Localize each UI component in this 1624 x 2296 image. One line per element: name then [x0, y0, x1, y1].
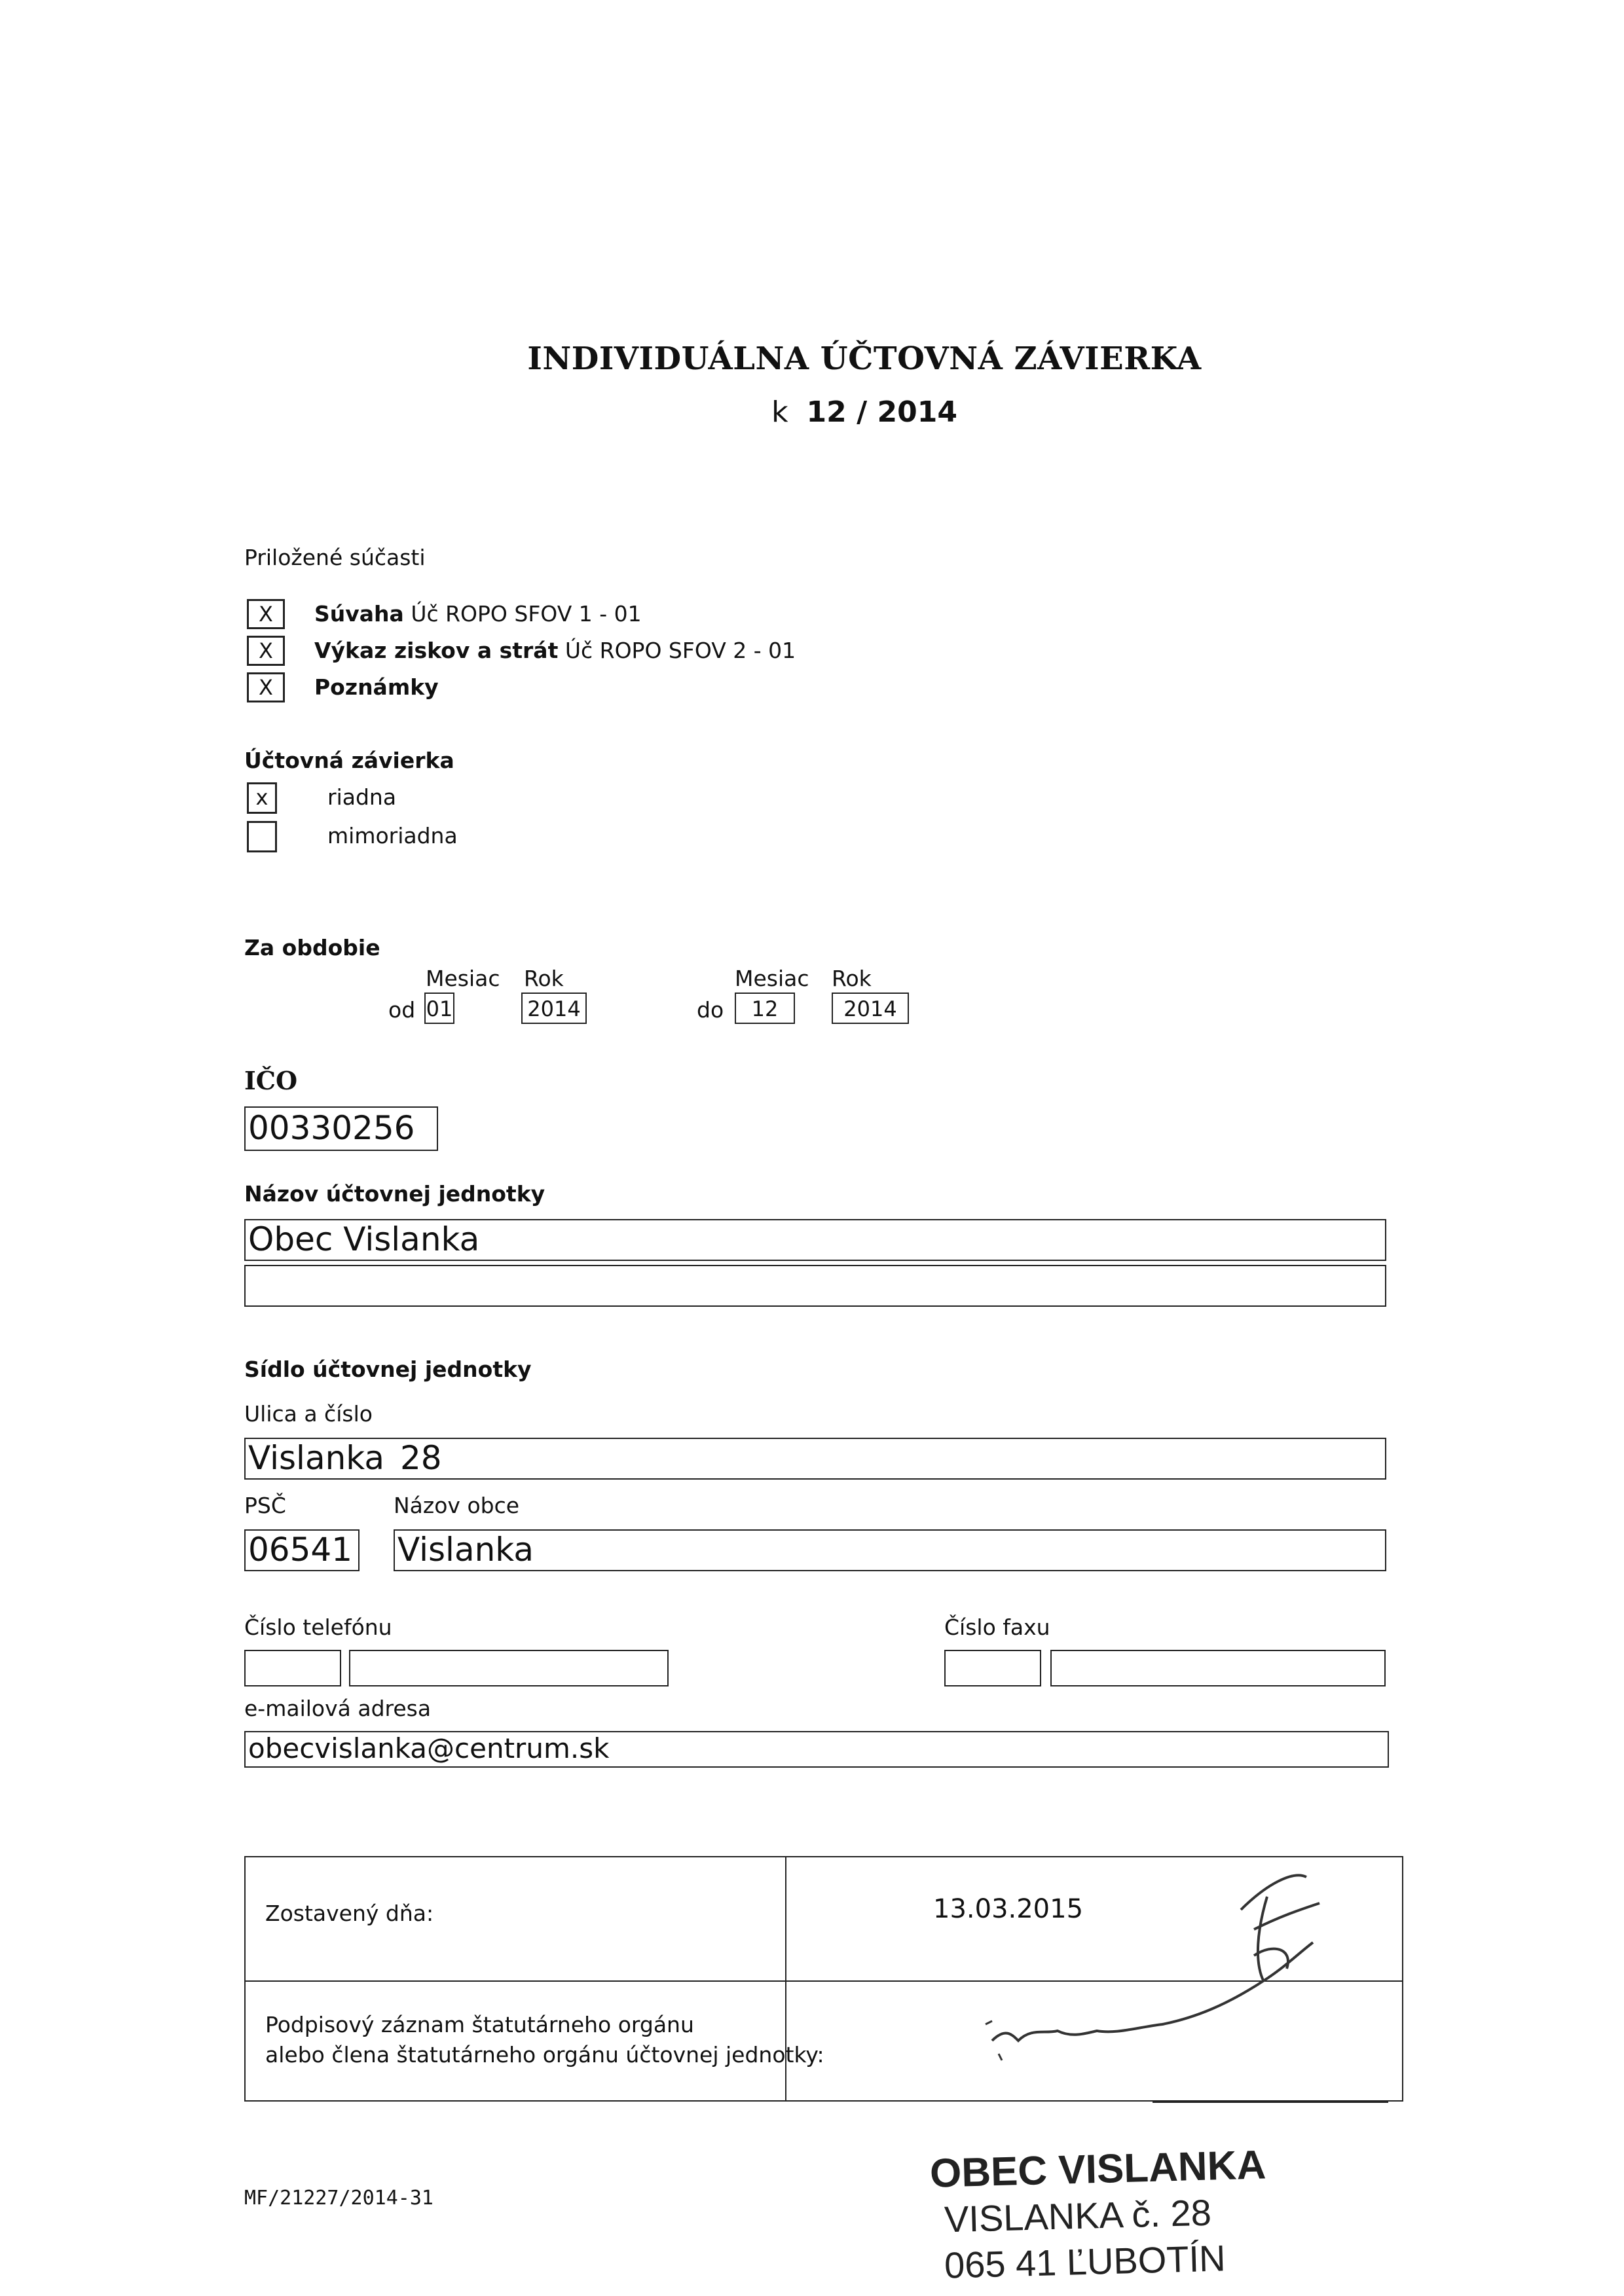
street-number-value: 28: [400, 1439, 442, 1477]
compiled-date: 13.03.2015: [933, 1894, 1084, 1924]
ico-label: IČO: [244, 1066, 298, 1095]
fax-prefix-field[interactable]: [944, 1650, 1041, 1686]
signature-label-line2: alebo člena štatutárneho orgánu účtovnej jednotky:: [265, 2042, 824, 2068]
closing-checkbox-mimoriadna[interactable]: [247, 821, 277, 852]
entity-name-field-line2[interactable]: [244, 1265, 1386, 1307]
closing-label-mimoriadna: mimoriadna: [327, 823, 458, 848]
from-year-value: 2014: [527, 996, 581, 1021]
attachment-detail: Úč ROPO SFOV 1 - 01: [411, 601, 642, 627]
document-title: INDIVIDUÁLNA ÚČTOVNÁ ZÁVIERKA: [527, 340, 1202, 377]
psc-value: 06541: [248, 1531, 353, 1569]
form-code: MF/21227/2014-31: [244, 2187, 434, 2210]
stamp-line1: OBEC VISLANKA: [929, 2142, 1267, 2196]
period-prefix: k: [771, 395, 788, 429]
period-line: [0, 395, 1624, 429]
fax-label: Číslo faxu: [944, 1614, 1050, 1640]
attachment-row-vykaz: [314, 638, 796, 663]
street-label: Ulica a číslo: [244, 1401, 373, 1427]
stamp-line3: 065 41 ĽUBOTÍN: [944, 2237, 1227, 2286]
psc-field[interactable]: [244, 1529, 360, 1571]
ico-field[interactable]: [244, 1106, 438, 1151]
to-month-value: 12: [751, 996, 779, 1021]
street-value: Vislanka: [248, 1439, 384, 1477]
phone-prefix-field[interactable]: [244, 1650, 341, 1686]
to-label: do: [697, 997, 724, 1023]
from-month-field[interactable]: [424, 993, 454, 1024]
city-value: Vislanka: [397, 1531, 534, 1569]
period-value: 12 / 2014: [806, 395, 957, 429]
entity-name-field-line1[interactable]: [244, 1219, 1386, 1261]
from-year-field[interactable]: [521, 993, 587, 1024]
to-month-label: Mesiac: [735, 966, 809, 991]
email-label: e-mailová adresa: [244, 1696, 432, 1721]
attachment-row-poznamky: [314, 674, 439, 700]
attachment-checkbox-vykaz[interactable]: X: [247, 636, 285, 666]
period-heading: Za obdobie: [244, 935, 380, 960]
fax-number-field[interactable]: [1050, 1650, 1386, 1686]
entity-name-label: Názov účtovnej jednotky: [244, 1181, 545, 1207]
from-month-label: Mesiac: [426, 966, 500, 991]
attachment-checkbox-suvaha[interactable]: X: [247, 599, 285, 629]
signature-table: [244, 1856, 1403, 2102]
attachment-detail: Úč ROPO SFOV 2 - 01: [564, 638, 796, 663]
handwritten-signature-icon: [900, 1870, 1372, 2086]
to-year-field[interactable]: [832, 993, 909, 1024]
email-value: obecvislanka@centrum.sk: [248, 1732, 610, 1764]
city-label: Názov obce: [394, 1493, 520, 1518]
from-month-value: 01: [426, 996, 453, 1021]
attachment-name: Súvaha: [314, 601, 404, 627]
signature-underline: [1153, 2102, 1388, 2103]
signature-label-line1: Podpisový záznam štatutárneho orgánu: [265, 2012, 694, 2037]
compiled-label: Zostavený dňa:: [265, 1901, 434, 1926]
entity-name-value: Obec Vislanka: [248, 1220, 480, 1258]
attachment-checkbox-poznamky[interactable]: X: [247, 672, 285, 702]
phone-number-field[interactable]: [349, 1650, 669, 1686]
stamp-line2: VISLANKA č. 28: [944, 2191, 1212, 2240]
street-field[interactable]: [244, 1438, 1386, 1480]
from-label: od: [388, 997, 416, 1023]
email-field[interactable]: [244, 1731, 1389, 1768]
phone-label: Číslo telefónu: [244, 1614, 392, 1640]
to-month-field[interactable]: [735, 993, 795, 1024]
closing-label-riadna: riadna: [327, 784, 397, 810]
to-year-value: 2014: [843, 996, 897, 1021]
city-field[interactable]: [394, 1529, 1386, 1571]
psc-label: PSČ: [244, 1493, 286, 1518]
from-year-label: Rok: [524, 966, 564, 991]
attachment-row-suvaha: [314, 601, 642, 627]
attachment-name: Výkaz ziskov a strát: [314, 638, 559, 663]
attachment-name: Poznámky: [314, 674, 439, 700]
ico-value: 00330256: [248, 1109, 415, 1147]
address-heading: Sídlo účtovnej jednotky: [244, 1357, 532, 1382]
closing-type-heading: Účtovná závierka: [244, 748, 454, 773]
attachments-heading: Priložené súčasti: [244, 545, 426, 570]
closing-checkbox-riadna[interactable]: x: [247, 782, 277, 814]
to-year-label: Rok: [832, 966, 872, 991]
